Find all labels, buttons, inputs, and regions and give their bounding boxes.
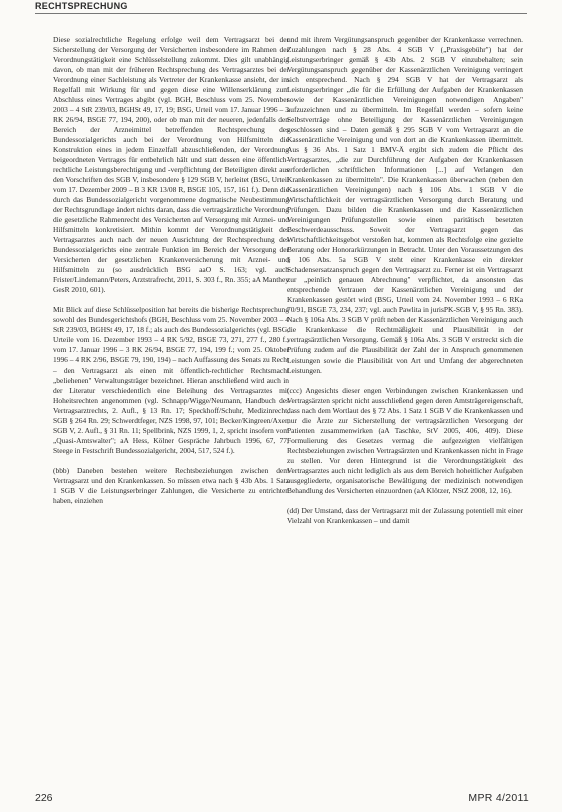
section-label: RECHTSPRECHUNG xyxy=(35,1,128,11)
paragraph: und mit ihrem Vergütungsanspruch gegenüber der Krankenkasse verrechnen. Zuzahlungen nach § 28 Abs. 4 SGB V („Praxisgebühr") hat der Leistungserbringer gemäß § 43b Abs. 2 SGB V einzubehalten; sein Vergütungsanspruch gegenüber der Kassenärztlichen Vereinigung verringert sich entsprechend. Nach § 294 SGB V hat der Vertragsarzt als Leistungserbringer „die für die Erfüllung der Aufgaben der Krankenkassen sowie der Kassenärztlichen Vereinigungen notwendigen Angaben" aufzuzeichnen und zu übermitteln. Im Regelfall werden – sofern keine Selbstverträge ohne Beteiligung der Kassenärztlichen Vereinigungen geschlossen sind – Daten gemäß § 295 SGB V vom Vertragsarzt an die Kassenärztliche Vereinigung und von dort an die Krankenkassen übermittelt. Aus § 36 Abs. 1 Satz 1 BMV-Ä ergibt sich zudem die Pflicht des Vertragsarztes, „die zur Durchführung der Aufgaben der Krankenkassen erforderlichen schriftlichen Informationen [...] auf Verlangen den Krankenkassen zu übermitteln". Die Krankenkassen überwachen (neben den Kassenärztlichen Vereinigungen) nach § 106 Abs. 1 SGB V die Wirtschaftlichkeit der vertragsärztlichen Versorgung durch Beratung und Prüfungen. Dazu bilden die Krankenkassen und die Kassenärztlichen Vereinigungen Prüfungsstellen sowie einen paritätisch besetzten Beschwerdeausschuss. Soweit der Vertragsarzt gegen das Wirtschaftlichkeitsgebot verstoßen hat, kommen als Rechtsfolge eine gezielte Beratung oder Honorarkürzungen in Betracht. Unter den Voraussetzungen des § 106 Abs. 5a SGB V steht einer Krankenkasse ein direkter Schadensersatzanspruch gegen den Vertragsarzt zu. Ferner ist ein Vertragsarzt zur „peinlich genauen Abrechnung" verpflichtet, da ansonsten das entsprechende Vertrauen der Kassenärztlichen Vereinigung und der Krankenkassen gestört wird (BSG, Urteil vom 24. November 1993 – 6 RKa 70/91, BSGE 73, 234, 237; vgl. auch Pawlita in jurisPK-SGB V, § 95 Rn. 383). Nach § 106a Abs. 3 SGB V prüft neben der Kassenärztlichen Vereinigung auch die Krankenkasse die Rechtmäßigkeit und Plausibilität in der vertragsärztlichen Versorgung. Gemäß § 106a Abs. 3 SGB V erstreckt sich die Prüfung zudem auf die Plausibilität der Zahl der in Anspruch genommenen Leistungen sowie die Plausibilität von Art und Umfang der abgerechneten Leistungen. xyxy=(287,35,523,375)
page-footer xyxy=(0,790,562,808)
paragraph: (bbb) Daneben bestehen weitere Rechtsbeziehungen zwischen dem Vertragsarzt und den Krankenkassen. So müssen etwa nach § 43b Abs. 1 Satz 1 SGB V die Leistungserbringer Zahlungen, die Versicherte zu entrichten haben, einziehen xyxy=(53,465,289,505)
paragraph: (ccc) Angesichts dieser engen Verbindungen zwischen Krankenkassen und Vertragsärzten spricht nicht ausschließend gegen deren Amtsträgereigenschaft, dass nach dem Wortlaut des § 72 Abs. 1 Satz 1 SGB V die Krankenkassen und nur die Ärzte zur Sicherstellung der vertragsärztlichen Versorgung der Patienten zusammenwirken (aA Taschke, StV 2005, 406, 409). Diese Formulierung des Gesetzes vermag die aufgezeigten vielfältigen Rechtsbeziehungen zwischen Vertragsärzten und Krankenkassen nicht in Frage zu stellen. Vor deren Hintergrund ist die Verordnungstätigkeit des Vertragsarztes auch nicht lediglich als aus dem Bereich hoheitlicher Aufgaben ausgegliederte, organisatorische Bewältigung der medizinisch notwendigen Behandlung des Versicherten einzuordnen (aA Klötzer, NStZ 2008, 12, 16). xyxy=(287,385,523,495)
paragraph: (dd) Der Umstand, dass der Vertragsarzt mit der Zulassung potentiell mit einer Vielzahl von Krankenkassen – und damit xyxy=(287,505,523,525)
page-number: 226 xyxy=(35,792,53,804)
running-header xyxy=(0,0,562,14)
right-column xyxy=(287,35,523,526)
paragraph: Mit Blick auf diese Schlüsselposition hat bereits die bisherige Rechtsprechung sowohl des Bundesgerichtshofs (BGH, Beschluss vom 25. November 2003 – 4 StR 239/03, BGHSt 49, 17, 18 f.; als auch des Bundessozialgerichts (vgl. BSG, Urteile vom 16. Dezember 1993 – 4 RK 5/92, BSGE 73, 271, 277 f., 280 f.; vom 17. Januar 1996 – 3 RK 26/94, BSGE 77, 194, 199 f.; vom 25. Oktober 1996 – 4 RK 2/96, BSGE 79, 190, 194) – nach Auffassung des Senats zu Recht – den Vertragsarzt als einen mit öffentlich-rechtlicher Rechtsmacht „beliehenen" Verwaltungsträger bezeichnet. Hieran anschließend wird auch in der Literatur verschiedentlich eine Beleihung des Vertragsarztes mit Hoheitsrechten angenommen (vgl. Schnapp/Wigge/Neumann, Handbuch des Vertragsarztrechts, 2. Aufl., § 13 Rn. 17; Speckhoff/Schuhr, Medizinrecht, SGB § 264 Rn. 29; Schwerdtfeger, NZS 1998, 97, 101; Becker/Kingreen/Axer, SGB V, 2. Aufl., § 31 Rn. 11; Spellbrink, NZS 1999, 1, 2, spricht insofern vom „Quasi-Amtswalter"; aA Hess, Kölner Gespräche Jahrbuch 1996, 67, 77; Steege in Festschrift Bundessozialgericht, 2004, 517, 524 f.). xyxy=(53,305,289,455)
journal-issue: MPR 4/2011 xyxy=(468,792,529,804)
left-column xyxy=(53,35,289,506)
header-rule xyxy=(35,13,527,14)
paragraph: Diese sozialrechtliche Regelung erfolge weil dem Vertragsarzt bei der Sicherstellung der Versorgung der Versicherten insbesondere im Rahmen der Verordnungstätigkeit eine Schlüsselstellung zukommt. Dies gilt unabhängig davon, ob man mit der früheren Rechtsprechung des Vertragsarztes bei der Verordnung einer Sachleistung als Vertreter der Krankenkasse ansieht, der im Regelfall mit Wirkung für und gegen diese eine Willenserklärung zum Abschluss eines Vertrages abgibt (vgl. BGH, Beschluss vom 25. November 2003 – 4 StR 239/03, BGHSt 49, 17, 19; BSG, Urteil vom 17. Januar 1996 – 3 RK 26/94, BSGE 77, 194, 200), oder ob man mit der neueren, jedenfalls den Bereich der Arzneimittel betreffenden Rechtsprechung des Bundessozialgerichts auch bei der Verordnung von Hilfsmitteln die Konstruktion eines in jedem Einzelfall abzuschließenden, der Verordnung beigeordneten Vertrages für entbehrlich hält und statt dessen eine öffentlich-rechtliche Leistungsberechtigung und -verpflichtung der Beteiligten direkt aus den Vorschriften des SGB V, insbesondere § 129 SGB V, herleitet (BSG, Urteil vom 17. Dezember 2009 – B 3 KR 13/08 R, BSGE 105, 157, 161 f.). Denn die durch das Bundessozialgericht vorgenommene dogmatische Neubestimmung der Rechtsgrundlage ändert nichts daran, dass die vertragsärztliche Verordnung die gesetzliche Rahmenrecht des Versicherten auf Versorgung mit Arznei- und Hilfsmitteln konkretisiert. Mithin kommt der Verordnungstätigkeit des Vertragsarztes auch nach der neuen Ausrichtung der Rechtsprechung des Bundessozialgerichts eine zentrale Funktion im Bereich der Versorgung der Versicherten der gesetzlichen Krankenversicherung mit Arznei- und Hilfsmitteln zu (so ausdrücklich BSG aaO S. 163; vgl. auch Frister/Lindemann/Peters, Arztstrafrecht, 2011, S. 303 f., Rn. 355; aA Manthey GesR 2010, 601). xyxy=(53,35,289,295)
